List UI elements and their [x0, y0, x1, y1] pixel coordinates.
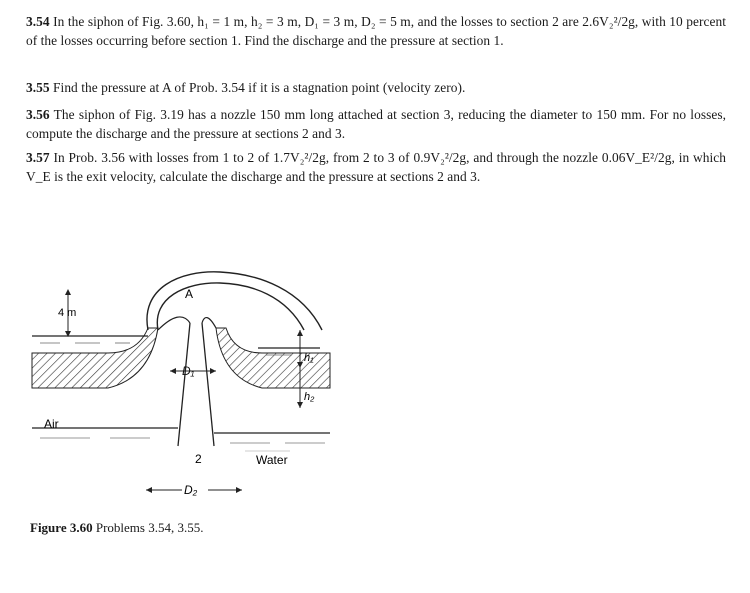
problem-text: The siphon of Fig. 3.19 has a nozzle 150 mm long attached at section 3, reducing the diameter to 150 mm. For no losses, compute the discharge and the pressure at sections 2 and 3.: [26, 107, 726, 141]
label-air: Air: [44, 417, 59, 431]
caption-number: Figure 3.60: [30, 520, 93, 535]
problem-3-55: [26, 78, 726, 97]
lower-water-surface: [32, 428, 330, 451]
label-4m: 4 m: [58, 307, 77, 319]
label-point-a: A: [185, 287, 194, 301]
figure-caption: [30, 520, 203, 536]
label-h1: h₁: [304, 352, 314, 364]
problem-number: 3.54: [26, 14, 50, 29]
left-ground: [32, 328, 158, 388]
label-d1: D₁: [182, 364, 195, 378]
problem-3-56: [26, 105, 726, 143]
label-section-2: 2: [195, 452, 202, 466]
problem-3-57: [26, 148, 726, 186]
dimension-d1: [170, 364, 216, 378]
label-h2: h₂: [304, 391, 315, 403]
problem-number: 3.55: [26, 80, 50, 95]
problem-3-54: [26, 12, 726, 50]
problem-text: In Prob. 3.56 with losses from 1 to 2 of 1.7V₂²/2g, from 2 to 3 of 0.9V₂²/2g, and through the nozzle 0.06V_E²/2g, in which V_E is the exit velocity, calculate the discharge and the pressure at sections 2 and 3.: [26, 150, 726, 184]
siphon-figure: [30, 268, 360, 518]
dimension-4m: [58, 289, 76, 337]
label-d2: D₂: [184, 483, 198, 497]
problem-text: Find the pressure at A of Prob. 3.54 if it is a stagnation point (velocity zero).: [53, 80, 466, 95]
caption-text: Problems 3.54, 3.55.: [95, 520, 204, 535]
problem-text: In the siphon of Fig. 3.60, h₁ = 1 m, h₂ = 3 m, D₁ = 3 m, D₂ = 5 m, and the losses to section 2 are 2.6V₂²/2g, with 10 percent of the losses occurring before section 1. Find the discharge and the pressure at section 1.: [26, 14, 726, 48]
problem-number: 3.57: [26, 150, 50, 165]
label-water: Water: [256, 453, 288, 467]
dimension-d2: [146, 482, 242, 497]
problem-number: 3.56: [26, 107, 50, 122]
